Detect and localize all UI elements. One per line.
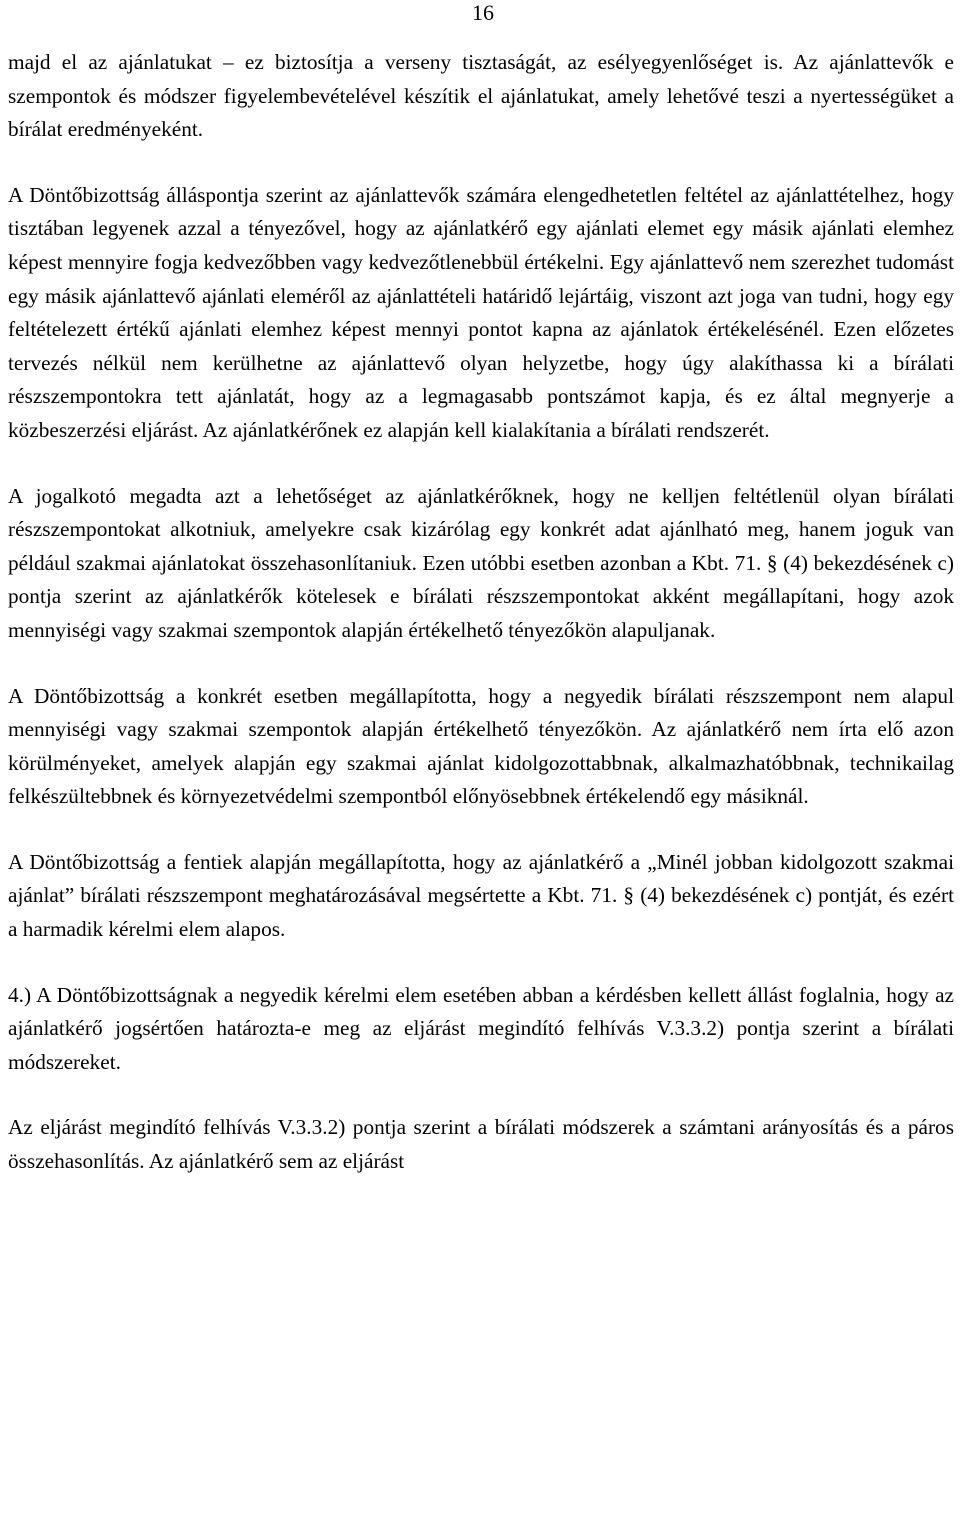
paragraph-7: Az eljárást megindító felhívás V.3.3.2) pontja szerint a bírálati módszerek a számtani arányosítás és a páros összehasonlítás. Az ajánlatkérő sem az eljárást <box>8 1115 954 1174</box>
paragraph-4: A Döntőbizottság a konkrét esetben megállapította, hogy a negyedik bírálati részszempont nem alapul mennyiségi vagy szakmai szempontok alapján értékelhető tényezőkön. Az ajánlatkérő nem írta elő azon körülményeket, amelyek alapján egy szakmai ajánlat kidolgozottabbnak, alkalmazhatóbbnak, technikailag felkészültebbnek és környezetvédelmi szempontból előnyösebbnek értékelendő egy másiknál. <box>8 683 954 809</box>
paragraph-6: 4.) A Döntőbizottságnak a negyedik kérelmi elem esetében abban a kérdésben kellett állást foglalnia, hogy az ajánlatkérő jogsértően határozta-e meg az eljárást megindító felhívás V.3.3.2) pontja szerint a bírálati módszereket. <box>8 982 954 1074</box>
paragraph-2: A Döntőbizottság álláspontja szerint az ajánlattevők számára elengedhetetlen feltétel az ajánlattételhez, hogy tisztában legyenek azzal a tényezővel, hogy az ajánlatkérő egy ajánlati elemet egy másik ajánlati elemhez képest mennyire fogja kedvezőbben vagy kedvezőtlenebbül értékelni. Egy ajánlattevő nem szerezhet tudomást egy másik ajánlattevő ajánlati eleméről az ajánlattételi határidő lejártáig, viszont azt joga van tudni, hogy egy feltételezett értékű ajánlati elemhez képest mennyi pontot kapna az ajánlatok értékelésénél. Ezen előzetes tervezés nélkül nem kerülhetne az ajánlattevő olyan helyzetbe, hogy úgy alakíthassa ki a bírálati részszempontokra tett ajánlatát, hogy az a legmagasabb pontszámot kapja, és ez által megnyerje a közbeszerzési eljárást. Az ajánlatkérőnek ez alapján kell kialakítania a bírálati rendszerét. <box>8 182 954 442</box>
paragraph-5: A Döntőbizottság a fentiek alapján megállapította, hogy az ajánlatkérő a „Minél jobban kidolgozott szakmai ajánlat” bírálati részszempont meghatározásával megsértette a Kbt. 71. § (4) bekezdésének c) pontját, és ezért a harmadik kérelmi elem alapos. <box>8 849 954 942</box>
document-body <box>8 46 954 1179</box>
page-number: 16 <box>472 0 494 25</box>
paragraph-3: A jogalkotó megadta azt a lehetőséget az ajánlatkérőknek, hogy ne kelljen feltétlenül olyan bírálati részszempontokat alkotniuk, amelyekre csak kizárólag egy konkrét adat ajánlható meg, hanem joguk van például szakmai ajánlatokat összehasonlítaniuk. Ezen utóbbi esetben azonban a Kbt. 71. § (4) bekezdésének c) pontja szerint az ajánlatkérők kötelesek e bírálati részszempontokat akként megállapítani, hogy azok mennyiségi vagy szakmai szempontok alapján értékelhető tényezőkön alapuljanak. <box>8 483 954 642</box>
paragraph-1: majd el az ajánlatukat – ez biztosítja a verseny tisztaságát, az esélyegyenlőséget is. Az ajánlattevők e szempontok és módszer figyelembevételével készítik el ajánlatukat, amely lehetővé teszi a nyertességüket a bírálat eredményeként. <box>8 50 954 142</box>
